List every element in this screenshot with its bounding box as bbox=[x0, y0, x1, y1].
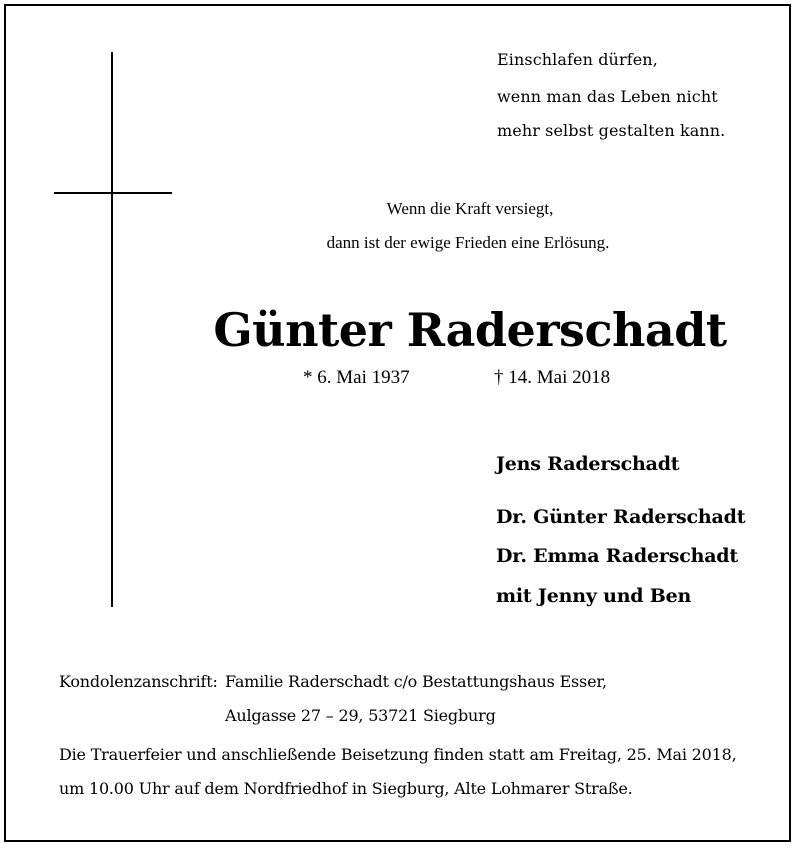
cross-horizontal-bar bbox=[54, 192, 172, 194]
mourner-name: Dr. Günter Raderschadt bbox=[496, 506, 746, 528]
quote-line: dann ist der ewige Frieden eine Erlösung. bbox=[326, 233, 610, 252]
condolence-label: Kondolenzanschrift: bbox=[59, 672, 218, 691]
mourner-name: Dr. Emma Raderschadt bbox=[496, 545, 738, 567]
epigraph-line: Einschlafen dürfen, bbox=[497, 50, 658, 69]
deceased-name: Günter Raderschadt bbox=[213, 303, 727, 357]
mourner-name: mit Jenny und Ben bbox=[496, 585, 692, 607]
epigraph-line: mehr selbst gestalten kann. bbox=[497, 121, 726, 140]
mourner-name: Jens Raderschadt bbox=[496, 453, 680, 475]
birth-date: * 6. Mai 1937 bbox=[303, 367, 410, 388]
death-date: † 14. Mai 2018 bbox=[494, 367, 611, 388]
funeral-info-line: um 10.00 Uhr auf dem Nordfriedhof in Siegburg, Alte Lohmarer Straße. bbox=[59, 779, 633, 798]
condolence-address-line: Aulgasse 27 – 29, 53721 Siegburg bbox=[225, 706, 496, 725]
epigraph-line: wenn man das Leben nicht bbox=[497, 87, 718, 106]
condolence-address-line: Familie Raderschadt c/o Bestattungshaus Esser, bbox=[225, 672, 607, 691]
funeral-info-line: Die Trauerfeier und anschließende Beisetzung finden statt am Freitag, 25. Mai 2018, bbox=[59, 745, 737, 764]
quote-line: Wenn die Kraft versiegt, bbox=[386, 199, 554, 218]
